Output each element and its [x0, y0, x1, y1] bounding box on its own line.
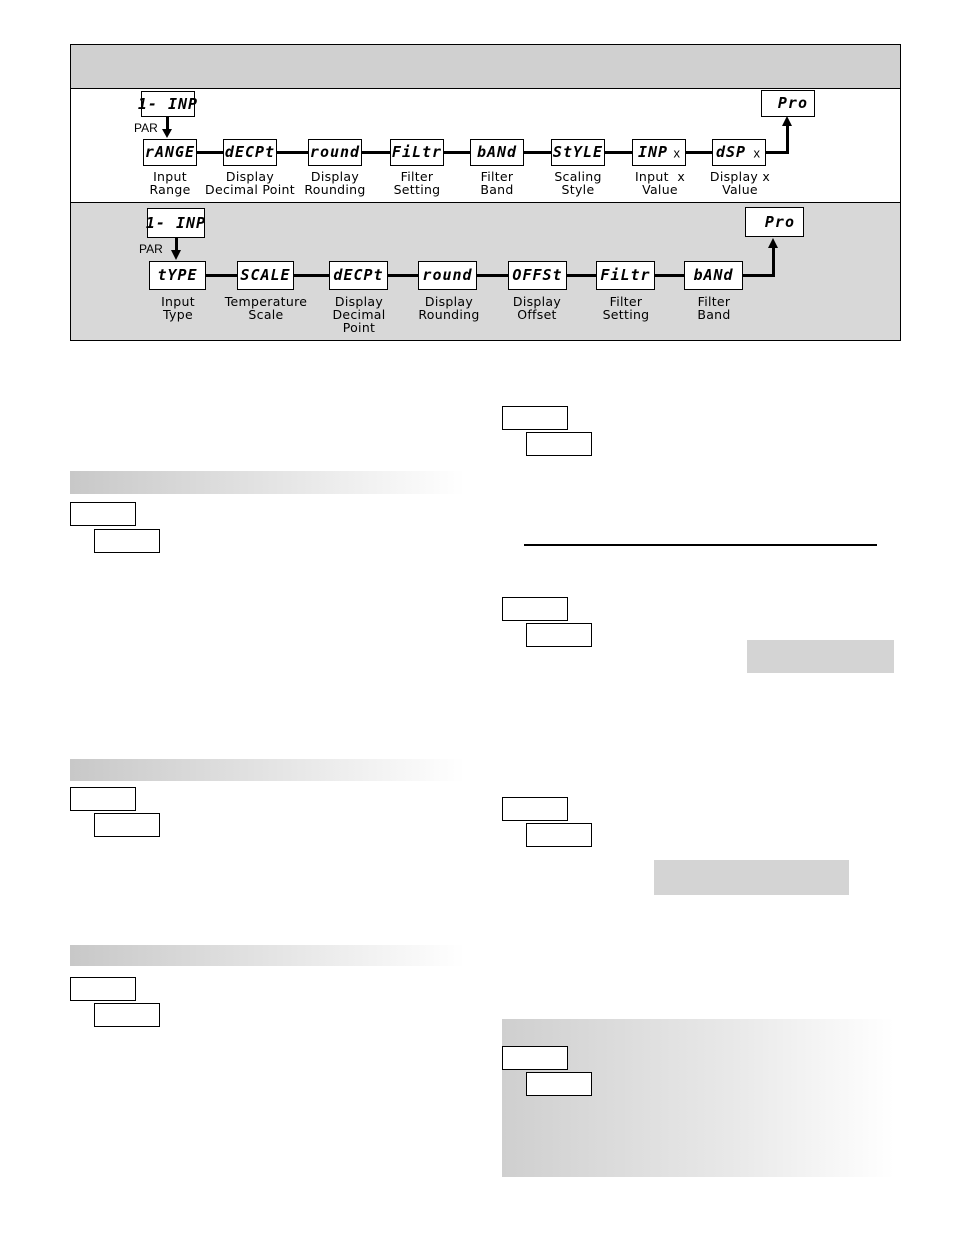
diagram2-end-display: Pro	[745, 207, 804, 237]
diagram1-step-6: StYLE	[551, 139, 605, 166]
diagram1-label-7: Input x Value	[634, 169, 686, 197]
diagram1-step-7-x: x	[673, 145, 681, 160]
param-value-box-7b	[526, 1072, 592, 1096]
diagram1-step-3: round	[308, 139, 362, 166]
diagram2-label-1: Input Type	[161, 294, 195, 322]
diagram1-end-display: Pro	[761, 90, 815, 117]
diagram2-start-display: 1- INP	[147, 208, 205, 238]
diagram1-label-5: Filter Band	[480, 169, 514, 197]
diagram1-step-7	[632, 139, 686, 166]
diagram2-label-3: Display Decimal Point	[332, 294, 386, 335]
param-value-box-3b	[94, 1003, 160, 1027]
section-header-bar-3	[70, 945, 465, 966]
diagram1-label-1: Input Range	[149, 169, 191, 197]
diagram2-label-2: Temperature Scale	[224, 294, 308, 322]
param-display-box-6a	[502, 797, 568, 821]
diagram1-step-2: dECPt	[223, 139, 277, 166]
diagram2-step-7: bANd	[684, 261, 743, 290]
diagram2-step-1: tYPE	[149, 261, 206, 290]
diagram2-step-2: SCALE	[237, 261, 294, 290]
note-box-1	[747, 640, 894, 673]
diagram2-step-3: dECPt	[329, 261, 388, 290]
param-display-box-5a	[502, 597, 568, 621]
param-display-box-3a	[70, 977, 136, 1001]
param-display-box-7a	[502, 1046, 568, 1070]
diagram1-label-8: Display x Value	[709, 169, 771, 197]
diagram1-step-8-text: dSP	[716, 143, 747, 161]
diagram1-return-arrowhead	[782, 116, 792, 126]
diagram1-label-6: Scaling Style	[554, 169, 602, 197]
diagram1-par-label: PAR	[134, 121, 158, 135]
section-panel-7	[502, 1019, 894, 1177]
diagram1-step-7-text: INP	[638, 143, 669, 161]
diagram1-step-8-x: x	[753, 145, 761, 160]
diagram2-label-6: Filter Setting	[602, 294, 650, 322]
diagram2-par-label: PAR	[139, 242, 163, 256]
diagram1-start-display: 1- INP	[141, 91, 195, 117]
diagram2-label-7: Filter Band	[697, 294, 731, 322]
param-display-box-4a	[502, 406, 568, 430]
diagram2-step-4: round	[418, 261, 477, 290]
diagram2-label-5: Display Offset	[512, 294, 562, 322]
diagram2-step-5: OFFSt	[508, 261, 567, 290]
diagram1-step-4: FiLtr	[390, 139, 444, 166]
diagram2-label-4: Display Rounding	[418, 294, 480, 322]
param-value-box-6b	[526, 823, 592, 847]
section-header-bar-1	[70, 471, 465, 494]
diagram2-return-arrow	[772, 247, 775, 277]
divider-rule	[524, 544, 877, 546]
diagram1-step-5: bANd	[470, 139, 524, 166]
note-box-2	[654, 860, 849, 895]
param-value-box-5b	[526, 623, 592, 647]
diagram1-label-4: Filter Setting	[393, 169, 441, 197]
diagram2-step-6: FiLtr	[596, 261, 655, 290]
param-value-box-1b	[94, 529, 160, 553]
diagram1-return-arrow	[786, 125, 789, 154]
param-value-box-4b	[526, 432, 592, 456]
diagram1-par-arrowhead	[162, 129, 172, 138]
param-display-box-1a	[70, 502, 136, 526]
diagram2-par-arrowhead	[171, 250, 181, 260]
diagram1-step-8	[712, 139, 766, 166]
param-value-box-2b	[94, 813, 160, 837]
header-bar	[70, 44, 901, 90]
diagram2-return-arrowhead	[768, 238, 778, 248]
diagram1-label-2: Display Decimal Point	[205, 169, 295, 197]
diagram1-step-1: rANGE	[143, 139, 197, 166]
param-display-box-2a	[70, 787, 136, 811]
section-header-bar-2	[70, 759, 465, 781]
diagram1-label-3: Display Rounding	[304, 169, 366, 197]
